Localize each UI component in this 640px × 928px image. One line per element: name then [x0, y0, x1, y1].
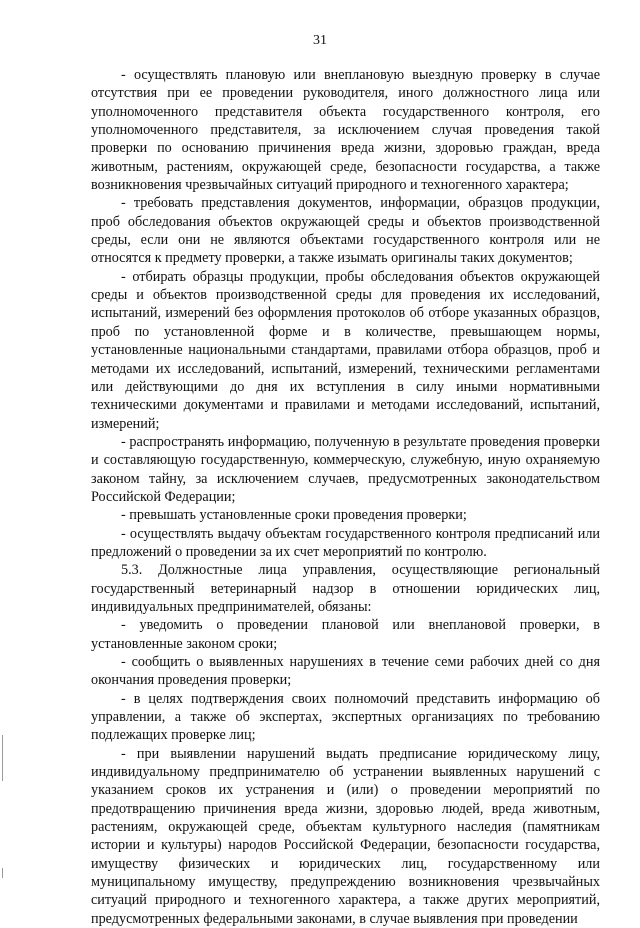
- paragraph-section-5-3: 5.3. Должностные лица управления, осуществляющие региональный государственный ветеринарный надзор в отношении юридических лиц, индивидуальных предпринимателей, обязаны:: [91, 562, 600, 615]
- scan-margin-mark: [2, 868, 3, 878]
- paragraph-duty-issue-prescription: - при выявлении нарушений выдать предписание юридическому лицу, индивидуальному предпринимателю об устранении выявленных нарушений с указанием сроков их устранения и (или) о проведении мероприятий по предотвращению причинения вреда жизни, здоровью людей, вреда животным, растениям, окружающей среде, объектам культурного наследия (памятникам истории и культуры) народов Российской Федерации, безопасности государства, имуществу физических и юридических лиц, государственному или муниципальному имуществу, предупреждению возникновения чрезвычайных ситуаций природного и техногенного характера, а также других мероприятий, предусмотренных федеральными законами, в случае выявления при проведении: [91, 745, 600, 927]
- paragraph-duty-notify: - уведомить о проведении плановой или внеплановой проверки, в установленные законом сроки;: [91, 617, 600, 652]
- document-body: [91, 66, 600, 928]
- paragraph-duty-provide-information: - в целях подтверждения своих полномочий представить информацию об управлении, а также об экспертах, экспертных организациях по требованию подлежащих проверке лиц;: [91, 690, 600, 744]
- paragraph-duty-report-violations: - сообщить о выявленных нарушениях в течение семи рабочих дней со дня окончания проведения проверки;: [91, 654, 600, 689]
- page-number: 31: [313, 33, 327, 48]
- paragraph-prohibition-inspection-without-representative: - осуществлять плановую или внеплановую выездную проверку в случае отсутствия при ее проведении руководителя, иного должностного лица или уполномоченного представителя объекта государственного контроля, его уполномоченного представителя, за исключением случая проведения такой проверки по основанию причинения вреда жизни, здоровью граждан, вреда животным, растениям, окружающей среде, безопасности государства, а также возникновения чрезвычайных ситуаций природного и техногенного характера;: [91, 67, 600, 194]
- paragraph-prohibition-issue-orders: - осуществлять выдачу объектам государственного контроля предписаний или предложений о проведении за их счет мероприятий по контролю.: [91, 525, 600, 560]
- scan-margin-mark: [2, 735, 3, 781]
- paragraph-prohibition-demand-documents: - требовать представления документов, информации, образцов продукции, проб обследования объектов окружающей среды и объектов производственной среды, если они не являются объектами государственного контроля или не относятся к предмету проверки, а также изымать оригиналы таких документов;: [91, 195, 600, 267]
- paragraph-prohibition-exceed-terms: - превышать установленные сроки проведения проверки;: [121, 507, 467, 524]
- paragraph-prohibition-disclosure: - распространять информацию, полученную в результате проведения проверки и составляющую государственную, коммерческую, служебную, иную охраняемую законом тайну, за исключением случаев, предусмотренных законодательством Российской Федерации;: [91, 433, 600, 505]
- paragraph-prohibition-sampling: - отбирать образцы продукции, пробы обследования объектов окружающей среды и объектов производственной среды для проведения их исследований, испытаний, измерений без оформления протоколов об отборе указанных образцов, проб по установленной форме и в количестве, превышающем нормы, установленные национальными стандартами, правилами отбора образцов, проб и методами их исследований, испытаний, измерений, техническими регламентами или действующими до дня их вступления в силу иными нормативными техническими документами и правилами и методами исследований, испытаний, измерений;: [91, 268, 600, 432]
